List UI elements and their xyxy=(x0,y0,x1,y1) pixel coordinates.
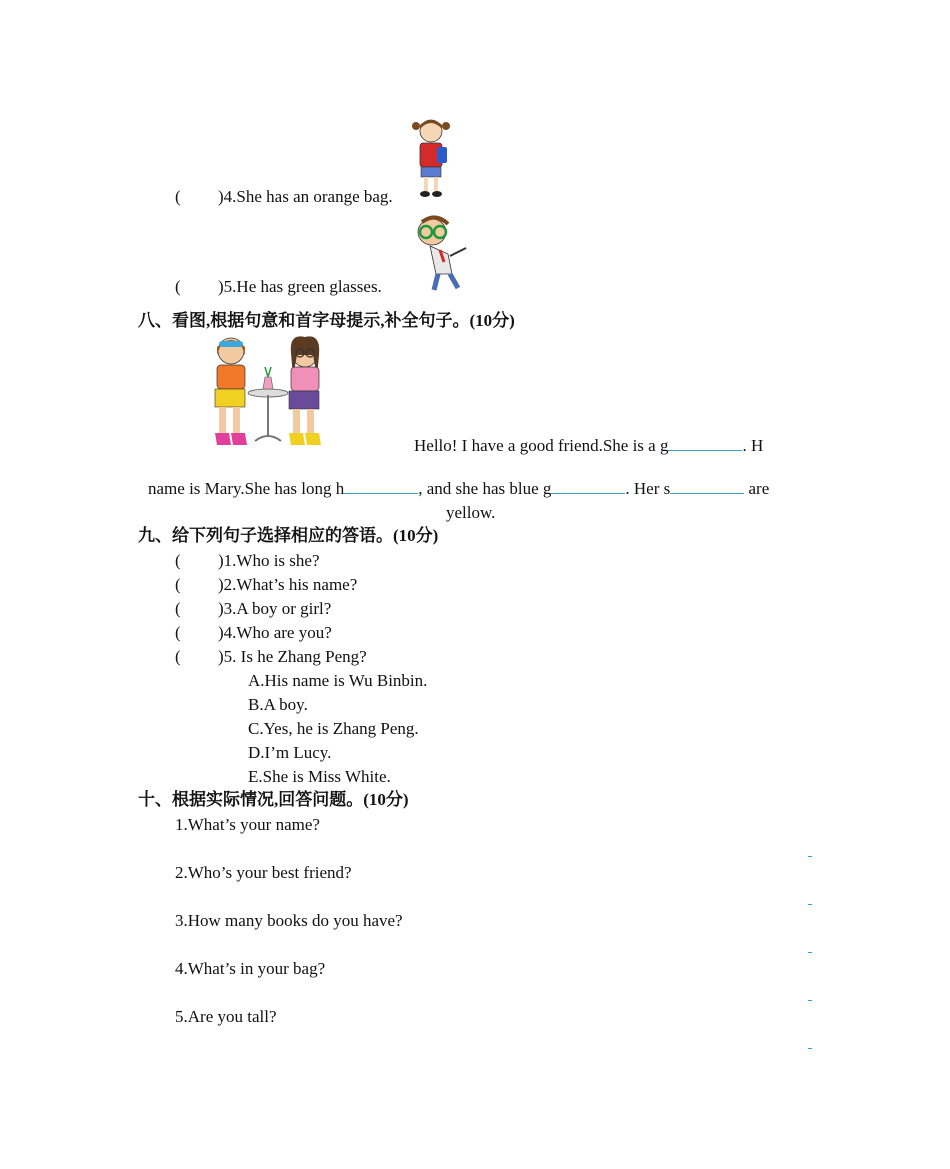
answer-line-end-3[interactable] xyxy=(808,952,812,953)
answer-line-end-4[interactable] xyxy=(808,1000,812,1001)
answer-paren[interactable]: ( xyxy=(175,623,181,642)
section10-question-2: 2.Who’s your best friend? xyxy=(175,863,352,882)
section9-option-a: A.His name is Wu Binbin. xyxy=(248,671,428,690)
section9-option-e: E.She is Miss White. xyxy=(248,767,391,786)
question-text: )5. Is he Zhang Peng? xyxy=(218,647,367,666)
section9-question-2 xyxy=(175,575,358,595)
section8-heading: 八、看图,根据句意和首字母提示,补全句子。(10分) xyxy=(138,311,515,330)
section8-line2 xyxy=(148,479,769,499)
answer-line-end-1[interactable] xyxy=(808,856,812,857)
section8-line1 xyxy=(414,436,763,456)
girl-with-bag-illustration xyxy=(406,117,456,199)
answer-paren[interactable]: ( xyxy=(175,187,181,206)
section10-question-1: 1.What’s your name? xyxy=(175,815,320,834)
blank-glasses[interactable] xyxy=(551,479,625,494)
two-girls-at-table-illustration xyxy=(205,333,331,449)
answer-paren[interactable]: ( xyxy=(175,551,181,570)
answer-paren[interactable]: ( xyxy=(175,647,181,666)
line1-text: Hello! I have a good friend.She is a g xyxy=(414,436,669,455)
line2-part-d: are xyxy=(744,479,770,498)
answer-paren[interactable]: ( xyxy=(175,599,181,618)
line2-part-a: name is Mary.She has long h xyxy=(148,479,345,498)
item-text: )4.She has an orange bag. xyxy=(218,187,393,206)
section7-item-5 xyxy=(175,277,382,297)
blank-shoes[interactable] xyxy=(670,479,744,494)
section9-question-4 xyxy=(175,623,332,643)
blank-good[interactable] xyxy=(668,436,742,451)
blank-hair[interactable] xyxy=(344,479,418,494)
line1-end: . H xyxy=(742,436,764,455)
section10-heading: 十、根据实际情况,回答问题。(10分) xyxy=(138,790,409,809)
section9-question-1 xyxy=(175,551,320,571)
line2-part-c: . Her s xyxy=(625,479,671,498)
section9-heading: 九、给下列句子选择相应的答语。(10分) xyxy=(138,526,439,545)
question-text: )3.A boy or girl? xyxy=(218,599,332,618)
question-text: )4.Who are you? xyxy=(218,623,332,642)
man-with-glasses-illustration xyxy=(400,212,476,294)
section10-question-5: 5.Are you tall? xyxy=(175,1007,277,1026)
answer-line-end-2[interactable] xyxy=(808,904,812,905)
section7-item-4 xyxy=(175,187,393,207)
section10-question-4: 4.What’s in your bag? xyxy=(175,959,326,978)
answer-paren[interactable]: ( xyxy=(175,277,181,296)
section9-option-b: B.A boy. xyxy=(248,695,308,714)
section10-question-3: 3.How many books do you have? xyxy=(175,911,403,930)
question-text: )2.What’s his name? xyxy=(218,575,358,594)
item-text: )5.He has green glasses. xyxy=(218,277,382,296)
question-text: )1.Who is she? xyxy=(218,551,320,570)
section8-line3: yellow. xyxy=(446,503,496,522)
section9-option-d: D.I’m Lucy. xyxy=(248,743,332,762)
section9-option-c: C.Yes, he is Zhang Peng. xyxy=(248,719,419,738)
answer-paren[interactable]: ( xyxy=(175,575,181,594)
answer-line-end-5[interactable] xyxy=(808,1048,812,1049)
line2-part-b: , and she has blue g xyxy=(418,479,552,498)
section9-question-3 xyxy=(175,599,332,619)
section9-question-5 xyxy=(175,647,367,667)
